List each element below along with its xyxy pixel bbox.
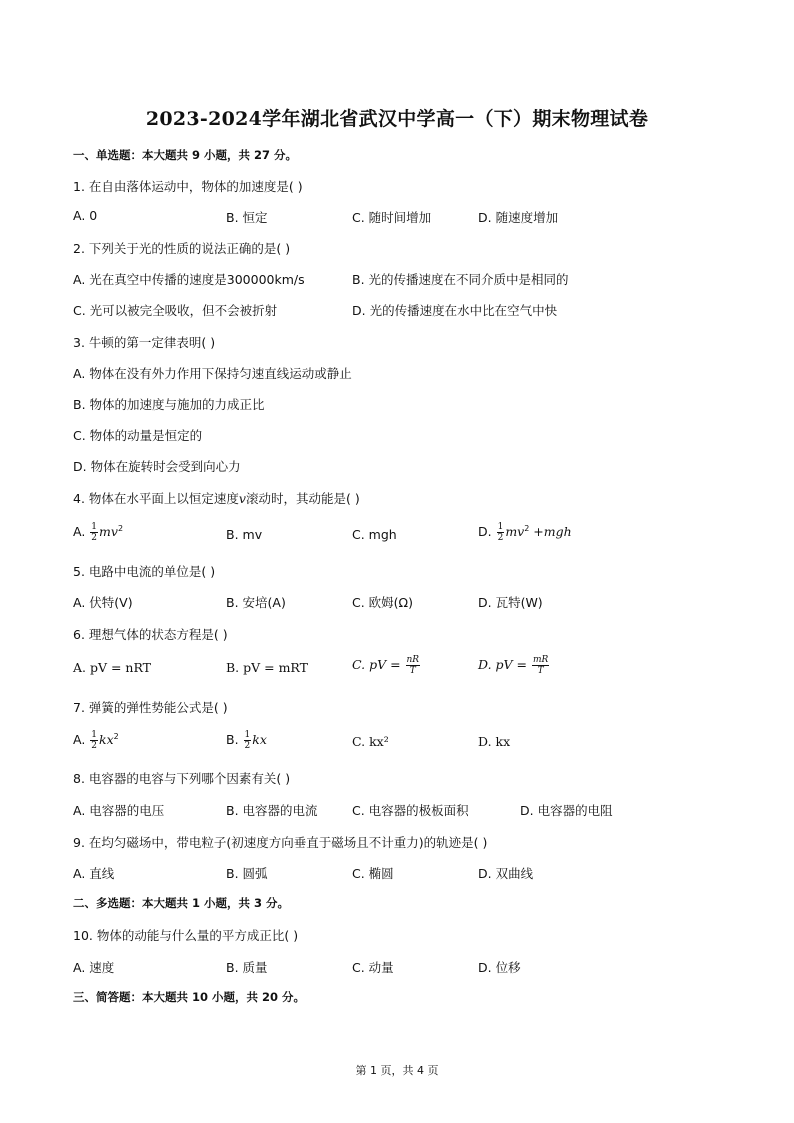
q4-d-fraction <box>497 522 505 543</box>
q4-a-exp: 2 <box>117 523 124 533</box>
q4-stem-pre: 4. 物体在水平面上以恒定速度 <box>73 491 239 506</box>
page-footer: 第 1 页，共 4 页 <box>355 1064 439 1077</box>
q3-option-c[interactable]: C. 物体的动量是恒定的 <box>73 428 203 443</box>
section-heading-short-answer: 三、简答题：本大题共 10 小题，共 20 分。 <box>73 990 306 1004</box>
q9-option-d[interactable]: D. 双曲线 <box>478 866 534 881</box>
q1-option-a[interactable]: A. 0 <box>73 208 98 223</box>
q1-option-b[interactable]: B. 恒定 <box>226 210 268 225</box>
q7-a-fraction <box>90 730 98 751</box>
q4-a-expr: mv <box>99 524 118 539</box>
q10-option-d[interactable]: D. 位移 <box>478 960 521 975</box>
q5-option-c[interactable]: C. 欧姆(Ω) <box>352 595 413 610</box>
q7-b-label: B. <box>226 732 243 747</box>
q2-option-a[interactable]: A. 光在真空中传播的速度是300000km/s <box>73 272 305 287</box>
exam-title: 2023-2024学年湖北省武汉中学高一（下）期末物理试卷 <box>145 108 649 130</box>
q7-option-d[interactable]: D. kx <box>478 734 511 749</box>
frac-den: 2 <box>497 533 504 543</box>
q8-option-c[interactable]: C. 电容器的极板面积 <box>352 803 469 818</box>
q6-option-d[interactable] <box>478 655 550 676</box>
q6-d-fraction <box>532 655 549 676</box>
q8-option-d[interactable]: D. 电容器的电阻 <box>520 803 613 818</box>
q4-option-b[interactable]: B. mv <box>226 527 263 542</box>
frac-num: nR <box>406 655 420 665</box>
question-7-stem: 7. 弹簧的弹性势能公式是( ) <box>73 700 228 715</box>
question-8-stem: 8. 电容器的电容与下列哪个因素有关( ) <box>73 771 291 786</box>
q4-d-label: D. <box>478 524 496 539</box>
question-6-stem: 6. 理想气体的状态方程是( ) <box>73 627 228 642</box>
question-4-stem <box>73 489 360 507</box>
q7-option-c[interactable]: C. kx² <box>352 734 389 749</box>
question-1-stem: 1. 在自由落体运动中，物体的加速度是( ) <box>73 179 303 194</box>
q7-option-a[interactable] <box>73 730 119 751</box>
q7-a-label: A. <box>73 732 90 747</box>
q3-option-d[interactable]: D. 物体在旋转时会受到向心力 <box>73 459 241 474</box>
q5-option-a[interactable]: A. 伏特(V) <box>73 595 133 610</box>
frac-den: 2 <box>244 741 251 751</box>
frac-num: 1 <box>91 522 98 532</box>
q7-option-b[interactable] <box>226 730 267 751</box>
q4-a-fraction <box>90 522 98 543</box>
q2-option-b[interactable]: B. 光的传播速度在不同介质中是相同的 <box>352 272 569 287</box>
q4-option-a[interactable] <box>73 522 123 543</box>
section-heading-single-choice: 一、单选题：本大题共 9 小题，共 27 分。 <box>73 148 298 162</box>
frac-num: 1 <box>244 730 251 740</box>
q10-option-b[interactable]: B. 质量 <box>226 960 268 975</box>
q1-option-c[interactable]: C. 随时间增加 <box>352 210 432 225</box>
q2-option-d[interactable]: D. 光的传播速度在水中比在空气中快 <box>352 303 558 318</box>
q1-option-d[interactable]: D. 随速度增加 <box>478 210 559 225</box>
q9-option-a[interactable]: A. 直线 <box>73 866 115 881</box>
q6-option-b[interactable]: B. pV = mRT <box>226 660 308 675</box>
frac-num: 1 <box>91 730 98 740</box>
q4-stem-var: v <box>238 491 246 506</box>
q8-option-a[interactable]: A. 电容器的电压 <box>73 803 165 818</box>
q2-option-c[interactable]: C. 光可以被完全吸收，但不会被折射 <box>73 303 278 318</box>
q10-option-a[interactable]: A. 速度 <box>73 960 115 975</box>
q6-c-fraction <box>406 655 421 676</box>
q3-option-a[interactable]: A. 物体在没有外力作用下保持匀速直线运动或静止 <box>73 366 352 381</box>
q4-d-plus: +mgh <box>529 524 572 539</box>
q4-d-expr: mv <box>505 524 525 539</box>
frac-den: T <box>537 666 544 676</box>
q5-option-d[interactable]: D. 瓦特(W) <box>478 595 543 610</box>
question-5-stem: 5. 电路中电流的单位是( ) <box>73 564 216 579</box>
q8-option-b[interactable]: B. 电容器的电流 <box>226 803 318 818</box>
q6-option-a[interactable]: A. pV = nRT <box>73 660 152 675</box>
q7-b-expr: kx <box>252 732 267 747</box>
q3-option-b[interactable]: B. 物体的加速度与施加的力成正比 <box>73 397 265 412</box>
q10-option-c[interactable]: C. 动量 <box>352 960 394 975</box>
q6-c-label: C. pV = <box>352 657 405 672</box>
frac-den: T <box>409 666 416 676</box>
q4-option-c[interactable]: C. mgh <box>352 527 397 542</box>
section-heading-multiple-choice: 二、多选题：本大题共 1 小题，共 3 分。 <box>73 896 290 910</box>
frac-num: mR <box>532 655 549 665</box>
q6-d-label: D. pV = <box>478 657 531 672</box>
frac-den: 2 <box>91 741 98 751</box>
q6-option-c[interactable] <box>352 655 421 676</box>
q4-option-d[interactable] <box>478 522 572 543</box>
frac-den: 2 <box>91 533 98 543</box>
q7-a-expr: kx <box>99 732 114 747</box>
q9-option-b[interactable]: B. 圆弧 <box>226 866 268 881</box>
q4-d-exp: 2 <box>524 523 530 533</box>
question-9-stem: 9. 在均匀磁场中，带电粒子(初速度方向垂直于磁场且不计重力)的轨迹是( ) <box>73 835 488 850</box>
q4-a-label: A. <box>73 524 90 539</box>
q7-b-fraction <box>244 730 252 751</box>
q5-option-b[interactable]: B. 安培(A) <box>226 595 286 610</box>
question-10-stem: 10. 物体的动能与什么量的平方成正比( ) <box>73 928 299 943</box>
question-2-stem: 2. 下列关于光的性质的说法正确的是( ) <box>73 241 291 256</box>
question-3-stem: 3. 牛顿的第一定律表明( ) <box>73 335 216 350</box>
frac-num: 1 <box>497 522 504 532</box>
q4-stem-post: 滚动时，其动能是( ) <box>245 491 360 506</box>
q9-option-c[interactable]: C. 椭圆 <box>352 866 394 881</box>
q7-a-exp: 2 <box>113 731 119 741</box>
